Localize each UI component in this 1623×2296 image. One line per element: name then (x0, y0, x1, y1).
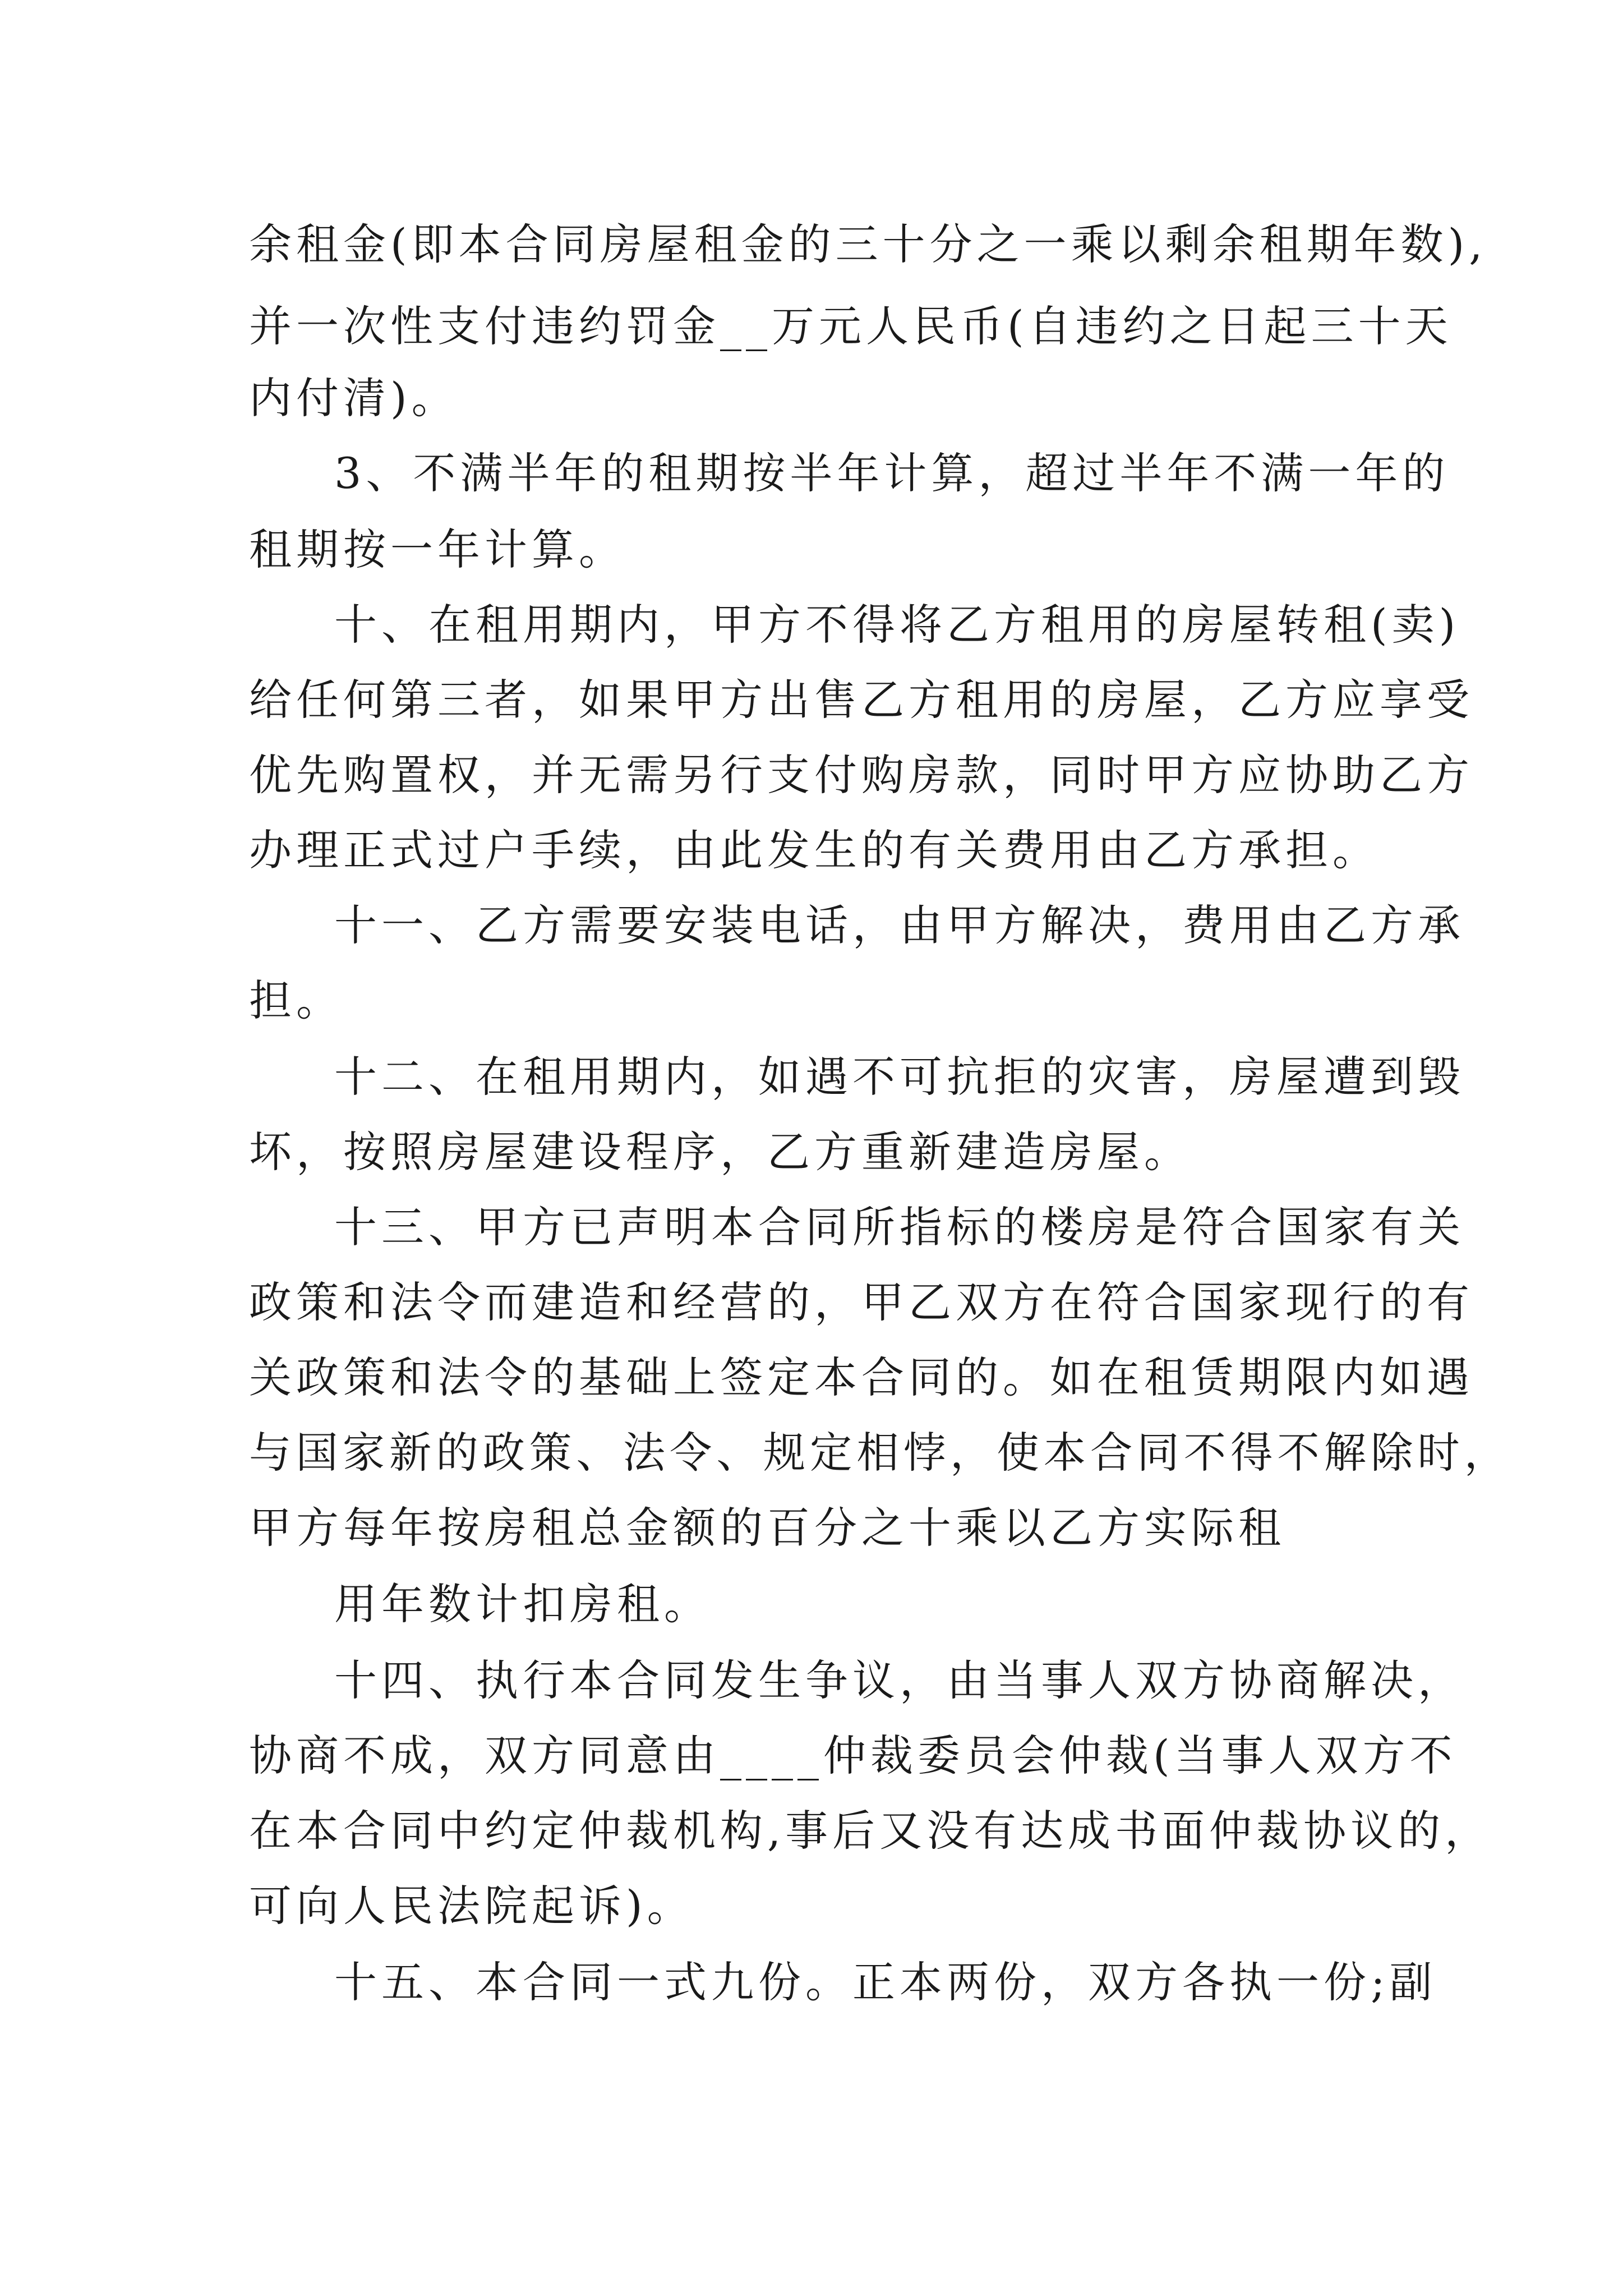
text-line: 关政策和法令的基础上签定本合同的。如在租赁期限内如遇 (249, 1352, 1474, 1402)
text-line: 优先购置权，并无需另行支付购房款，同时甲方应协助乙方 (249, 750, 1474, 800)
text-line: 十一、乙方需要安装电话，由甲方解决，费用由乙方承 (334, 900, 1465, 950)
text-line: 十、在租用期内，甲方不得将乙方租用的房屋转租(卖) (334, 600, 1460, 650)
text-line: 办理正式过户手续，由此发生的有关费用由乙方承担。 (249, 825, 1380, 875)
text-line: 并一次性支付违约罚金__万元人民币(自违约之日起三十天 (249, 301, 1453, 351)
text-line: 十五、本合同一式九份。正本两份，双方各执一份;副 (334, 1957, 1437, 2007)
text-line: 内付清)。 (249, 373, 459, 423)
text-line: 给任何第三者，如果甲方出售乙方租用的房屋，乙方应享受 (249, 675, 1474, 725)
text-line: 与国家新的政策、法令、规定相悖，使本合同不得不解除时， (249, 1428, 1511, 1478)
text-line: 可向人民法院起诉)。 (249, 1881, 694, 1931)
text-line: 甲方每年按房租总金额的百分之十乘以乙方实际租 (249, 1503, 1285, 1553)
text-line: 在本合同中约定仲裁机构,事后又没有达成书面仲裁协议的， (249, 1806, 1492, 1856)
text-line: 余租金(即本合同房屋租金的三十分之一乘以剩余租期年数), (249, 219, 1487, 269)
text-line: 协商不成，双方同意由____仲裁委员会仲裁(当事人双方不 (249, 1731, 1457, 1780)
text-line: 3、不满半年的租期按半年计算，超过半年不满一年的 (334, 448, 1450, 498)
text-line: 坏，按照房屋建设程序，乙方重新建造房屋。 (249, 1127, 1191, 1177)
text-line: 租期按一年计算。 (249, 524, 626, 574)
text-line: 用年数计扣房租。 (334, 1579, 711, 1629)
text-line: 十四、执行本合同发生争议，由当事人双方协商解决， (334, 1655, 1465, 1705)
text-line: 政策和法令而建造和经营的，甲乙双方在符合国家现行的有 (249, 1277, 1474, 1327)
text-line: 十二、在租用期内，如遇不可抗拒的灾害，房屋遭到毁 (334, 1052, 1465, 1102)
text-line: 十三、甲方已声明本合同所指标的楼房是符合国家有关 (334, 1202, 1465, 1252)
text-line: 担。 (249, 976, 343, 1025)
